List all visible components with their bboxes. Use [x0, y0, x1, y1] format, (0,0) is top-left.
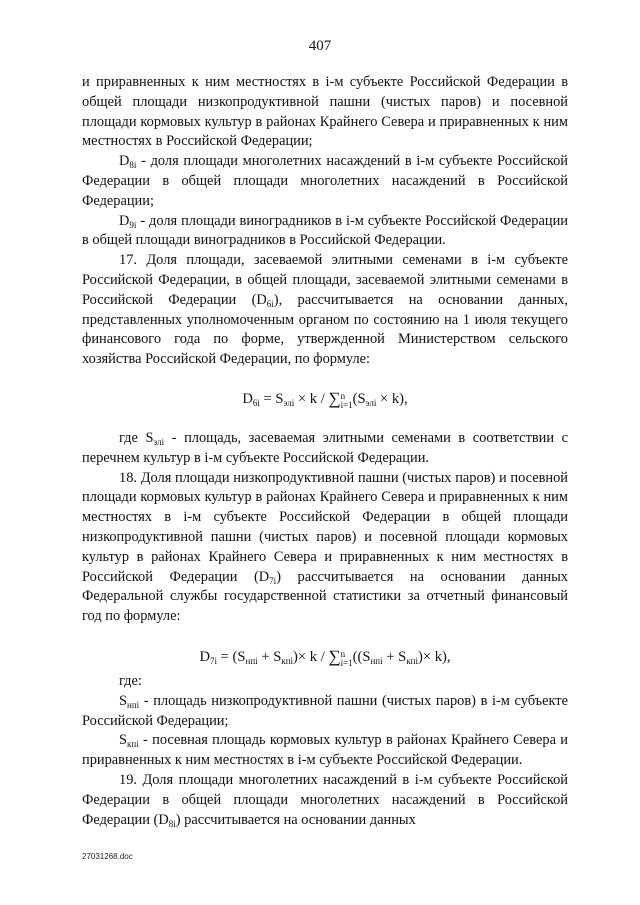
- formula-symbol: D: [199, 648, 211, 665]
- paragraph-continuation: и приравненных к ним местностях в i-м субъекте Российской Федерации в общей площади низкопродуктивной пашни (чистых паров) и посевной площади кормовых культур в районах Крайнего Севера и приравненных к ним местностях в Российской Федерации;: [82, 74, 568, 150]
- subscript: элi: [153, 436, 165, 447]
- subscript: 9i: [129, 219, 137, 230]
- paragraph-text: - площадь, засеваемая элитными семенами в соответствии с перечнем культур в i-м субъекте Российской Федерации.: [82, 429, 568, 466]
- subscript: кпi: [127, 739, 139, 750]
- formula-subscript: кпi: [281, 655, 294, 666]
- paragraph-d8i: [82, 152, 568, 211]
- symbol: D: [119, 153, 130, 170]
- paragraph-text: 17. Доля площади, засеваемой элитными семенами в i-м субъекте Российской Федерации, в общей площади, засеваемой элитными семенами в Российской Федерации (D: [82, 252, 568, 308]
- subscript: 6i: [266, 298, 274, 309]
- definition-text: - доля площади виноградников в i-м субъекте Российской Федерации в общей площади виноградников в Российской Федерации.: [82, 212, 568, 249]
- symbol: D: [119, 212, 130, 229]
- symbol: S: [119, 692, 128, 709]
- definition-text: - площадь низкопродуктивной пашни (чистых паров) в i-м субъекте Российской Федерации;: [82, 692, 568, 729]
- page-number: 407: [308, 38, 332, 54]
- formula-subscript: кпi: [406, 655, 418, 666]
- paragraph-18: [82, 469, 568, 627]
- formula-subscript: 7i: [210, 655, 218, 666]
- formula-part: + S: [382, 648, 407, 665]
- document-body: [82, 73, 568, 830]
- sum-symbol: ∑: [328, 646, 341, 666]
- subscript: 8i: [168, 818, 176, 829]
- formula-part: × k /: [294, 390, 329, 407]
- formula-subscript: элi: [365, 397, 377, 408]
- formula-symbol: D: [242, 390, 253, 407]
- paragraph-snpi: [82, 692, 568, 732]
- paragraph-text: ) рассчитывается на основании данных: [175, 811, 416, 828]
- paragraph-skpi: [82, 731, 568, 771]
- formula-subscript: нпi: [245, 655, 258, 666]
- sum-upper: n: [340, 390, 346, 401]
- formula-subscript: нпi: [370, 655, 383, 666]
- sum-upper: n: [340, 648, 346, 659]
- paragraph-where-sel: [82, 429, 568, 469]
- subscript: 7i: [269, 575, 277, 586]
- formula-part: + S: [257, 648, 282, 665]
- paragraph-text: 19. Доля площади многолетних насаждений в i-м субъекте Российской Федерации в общей площади многолетних насаждений в Российской Федерации (D: [82, 771, 568, 828]
- sum-symbol: ∑: [328, 388, 341, 408]
- formula-part: = S: [259, 390, 284, 407]
- sum-lower: i=1: [340, 399, 353, 410]
- paragraph-d9i: [82, 212, 568, 252]
- formula-subscript: 6i: [252, 397, 260, 408]
- definition-text: - посевная площадь кормовых культур в районах Крайнего Севера и приравненных к ним местностях в i-м субъекте Российской Федерации.: [82, 732, 568, 769]
- paragraph-19: [82, 771, 568, 830]
- formula-d7i: [82, 647, 568, 668]
- symbol: S: [119, 732, 128, 749]
- sum-limits: [340, 648, 353, 668]
- sum-limits: [340, 390, 353, 410]
- definition-text: - доля площади многолетних насаждений в i-м субъекте Российской Федерации в общей площади многолетних насаждений в Российской Федерации;: [82, 153, 568, 209]
- formula-part: (S: [352, 390, 366, 407]
- subscript: нпi: [127, 699, 140, 710]
- formula-part: × k),: [376, 390, 408, 407]
- formula-part: = (S: [217, 648, 246, 665]
- formula-part: ((S: [352, 648, 371, 665]
- paragraph-text: 18. Доля площади низкопродуктивной пашни (чистых паров) и посевной площади кормовых культур в районах Крайнего Севера и приравненных к ним местностях в i-м субъекте Российской Федерации в общей площади низкопродуктивной пашни (чистых паров) и посевной площади кормовых культур в районах Крайнего Севера и приравненных к ним местностях в Российской Федерации (D: [82, 469, 568, 585]
- formula-d6i: [82, 389, 568, 410]
- subscript: 8i: [129, 160, 137, 171]
- formula-part: )× k),: [417, 648, 451, 665]
- footer-filename: 27031268.doc: [82, 852, 133, 861]
- paragraph-text: ), рассчитывается на основании данных, представленных уполномоченным органом по состоянию на 1 июля текущего финансового года по форме, утвержденной Министерством сельского хозяйства Российской Федерации, по формуле:: [82, 291, 568, 368]
- formula-part: )× k /: [293, 648, 329, 665]
- paragraph-text: где S: [119, 429, 154, 446]
- where-label: где:: [119, 672, 142, 689]
- sum-lower: i=1: [340, 657, 353, 668]
- paragraph-17: [82, 251, 568, 370]
- formula-subscript: элi: [283, 397, 295, 408]
- paragraph-text: ) рассчитывается на основании данных Федеральной службы государственной статистики за отчетный финансовый год по формуле:: [82, 568, 568, 625]
